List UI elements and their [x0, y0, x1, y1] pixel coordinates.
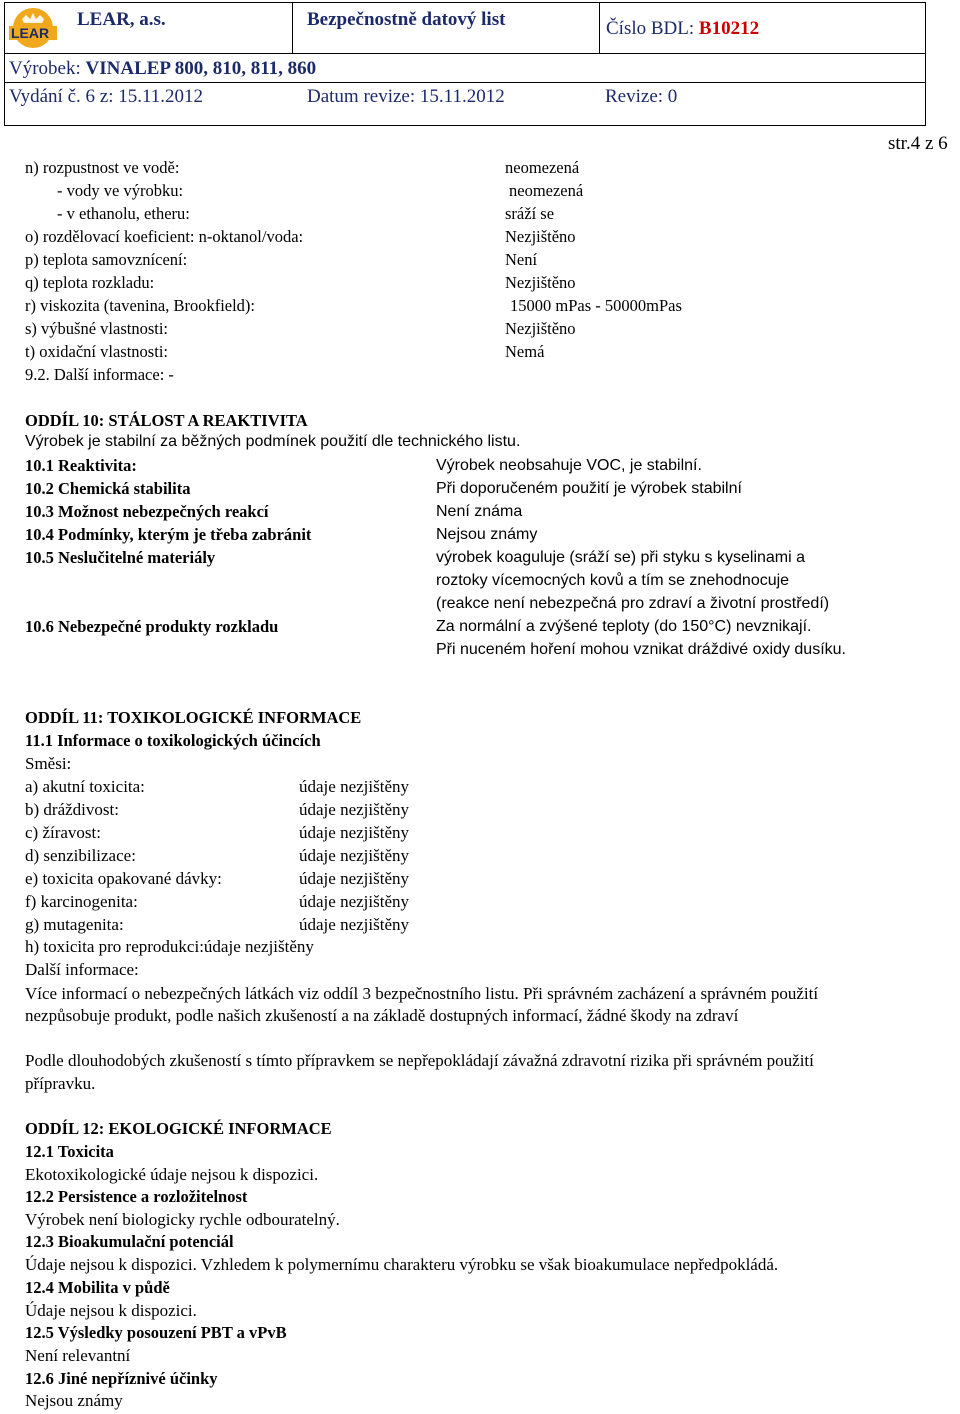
revision-date: Datum revize: 15.11.2012 [307, 86, 505, 107]
item-text: Ekotoxikologické údaje nejsou k dispozici. [25, 1165, 319, 1184]
tox-value: údaje nezjištěny [299, 777, 409, 796]
property-label: q) teplota rozkladu: [25, 273, 155, 292]
item-text: Není relevantní [25, 1346, 131, 1365]
item-heading: 12.2 Persistence a rozložitelnost [25, 1187, 248, 1206]
row-label: 10.6 Nebezpečné produkty rozkladu [25, 617, 279, 636]
row-value: Za normální a zvýšené teploty (do 150°C) nevznikají. [436, 618, 812, 635]
header-company-cell [5, 3, 293, 53]
tox-label: e) toxicita opakované dávky: [25, 869, 222, 888]
property-label: - v ethanolu, etheru: [57, 204, 190, 223]
item-text: Údaje nejsou k dispozici. Vzhledem k polymernímu charakteru výrobku se však bioakumulace nepředpokládá. [25, 1255, 779, 1274]
property-value: Nezjištěno [505, 273, 576, 292]
row-value: Není známa [436, 503, 523, 520]
property-value: Není [505, 250, 538, 269]
company-name: LEAR, a.s. [77, 9, 166, 30]
document-type: Bezpečnostně datový list [307, 9, 506, 30]
row-value: Při doporučeném použití je výrobek stabilní [436, 480, 742, 497]
paragraph-line: nezpůsobuje produkt, podle našich zkušeností a na základě dostupných informací, žádné škody na zdraví [25, 1006, 739, 1025]
row-value: Při nuceném hoření mohou vznikat dráždivé oxidy dusíku. [436, 641, 846, 658]
row-label: 10.4 Podmínky, kterým je třeba zabránit [25, 525, 312, 544]
tox-value: údaje nezjištěny [299, 800, 409, 819]
tox-label: a) akutní toxicita: [25, 777, 145, 796]
item-heading: 12.5 Výsledky posouzení PBT a vPvB [25, 1323, 287, 1342]
section-title: ODDÍL 12: EKOLOGICKÉ INFORMACE [25, 1119, 332, 1138]
property-label: n) rozpustnost ve vodě: [25, 158, 180, 177]
paragraph-line: Podle dlouhodobých zkušeností s tímto přípravkem se nepřepokládají závažná zdravotní rizika při správném použití [25, 1051, 814, 1070]
header-bdl-cell [600, 3, 925, 53]
item-text: Výrobek není biologicky rychle odbouratelný. [25, 1210, 340, 1229]
row-label: 10.2 Chemická stabilita [25, 479, 191, 498]
header-revision-row [5, 82, 925, 127]
bdl-number: Číslo BDL: B10212 [606, 18, 760, 39]
item-heading: 12.6 Jiné nepříznivé účinky [25, 1369, 218, 1388]
tox-value: údaje nezjištěny [299, 915, 409, 934]
property-value: 15000 mPas - 50000mPas [510, 296, 682, 315]
property-label: - vody ve výrobku: [57, 181, 184, 200]
tox-label: g) mutagenita: [25, 915, 124, 934]
paragraph-line: přípravku. [25, 1074, 96, 1093]
repro-line: h) toxicita pro reprodukci:údaje nezjištěny [25, 937, 314, 956]
row-label: 10.1 Reaktivita: [25, 456, 137, 475]
mixtures-label: Směsi: [25, 754, 72, 773]
property-value: neomezená [505, 158, 580, 177]
row-label: 10.3 Možnost nebezpečných reakcí [25, 502, 269, 521]
section-intro: Výrobek je stabilní za běžných podmínek použití dle technického listu. [25, 433, 521, 450]
issue-date: Vydání č. 6 z: 15.11.2012 [9, 86, 204, 107]
item-heading: 12.3 Bioakumulační potenciál [25, 1232, 234, 1251]
product-line: Výrobek: VINALEP 800, 810, 811, 860 [9, 58, 317, 79]
revision-number: Revize: 0 [605, 86, 678, 107]
paragraph-line: Více informací o nebezpečných látkách viz oddíl 3 bezpečnostního listu. Při správném zacházení a správném použití [25, 984, 819, 1003]
item-text: Údaje nejsou k dispozici. [25, 1301, 197, 1320]
row-value: (reakce není nebezpečná pro zdraví a životní prostředí) [436, 595, 830, 612]
tox-label: b) dráždivost: [25, 800, 119, 819]
document-header [4, 2, 926, 126]
section-title: ODDÍL 11: TOXIKOLOGICKÉ INFORMACE [25, 708, 362, 727]
header-doctype-cell [293, 3, 600, 53]
property-label: r) viskozita (tavenina, Brookfield): [25, 296, 256, 315]
row-label: 10.5 Neslučitelné materiály [25, 548, 216, 567]
property-value: neomezená [509, 181, 584, 200]
property-label: t) oxidační vlastnosti: [25, 342, 168, 361]
item-text: Nejsou známy [25, 1391, 123, 1410]
property-value: Nezjištěno [505, 227, 576, 246]
tox-value: údaje nezjištěny [299, 892, 409, 911]
further-info-label: Další informace: [25, 960, 139, 979]
property-value: Nemá [505, 342, 545, 361]
property-label: s) výbušné vlastnosti: [25, 319, 168, 338]
tox-label: d) senzibilizace: [25, 846, 136, 865]
row-value: Výrobek neobsahuje VOC, je stabilní. [436, 457, 702, 474]
item-heading: 12.4 Mobilita v půdě [25, 1278, 170, 1297]
tox-value: údaje nezjištěny [299, 846, 409, 865]
tox-label: f) karcinogenita: [25, 892, 138, 911]
tox-value: údaje nezjištěny [299, 869, 409, 888]
section-title: ODDÍL 10: STÁLOST A REAKTIVITA [25, 411, 308, 430]
row-value: roztoky vícemocných kovů a tím se znehodnocuje [436, 572, 790, 589]
property-label: 9.2. Další informace: - [25, 365, 174, 384]
section-subtitle: 11.1 Informace o toxikologických účincích [25, 731, 321, 750]
property-label: o) rozdělovací koeficient: n-oktanol/voda: [25, 227, 304, 246]
row-value: výrobek koaguluje (sráží se) při styku s kyselinami a [436, 549, 806, 566]
logo-text: LEAR [11, 25, 50, 41]
header-product-row [5, 53, 925, 84]
property-label: p) teplota samovznícení: [25, 250, 188, 269]
page-number: str.4 z 6 [888, 133, 948, 154]
tox-value: údaje nezjištěny [299, 823, 409, 842]
tox-label: c) žíravost: [25, 823, 101, 842]
property-value: Nezjištěno [505, 319, 576, 338]
row-value: Nejsou známy [436, 526, 538, 543]
property-value: sráží se [505, 204, 555, 223]
item-heading: 12.1 Toxicita [25, 1142, 114, 1161]
